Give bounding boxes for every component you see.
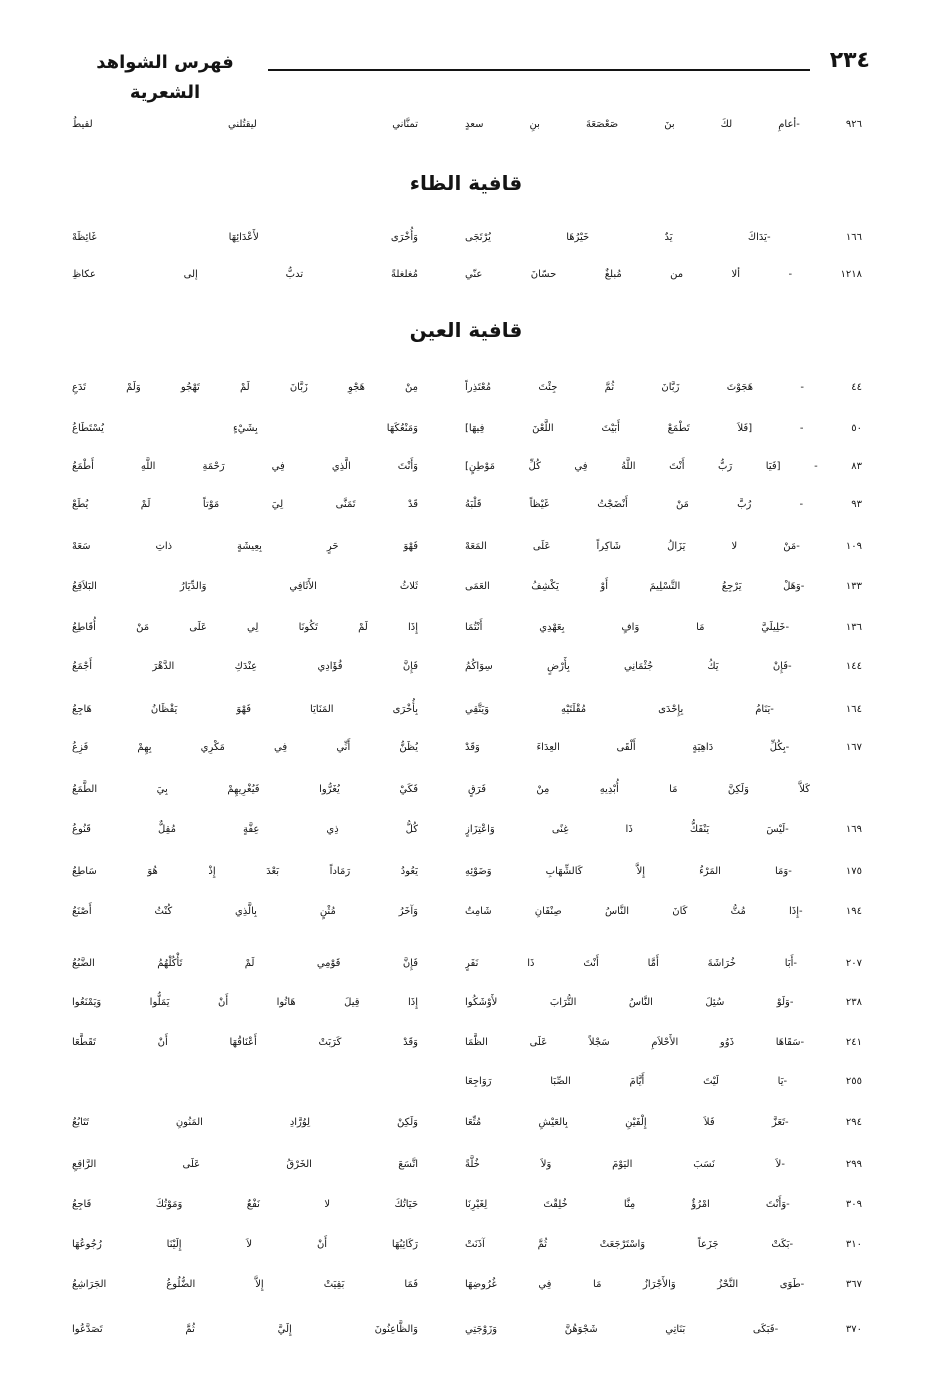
verse-first-hemistich: كَلاَّ وَلَكِنَّ مَا أُبْدِيهِ مِنْ فَرَقٍ [468, 784, 810, 795]
verse-row [0, 610, 932, 646]
verse-first-hemistich: ٤٤ - هَجَوْتَ زَبَّانَ ثُمَّ جِئْتَ مُعْتَذِراً [465, 382, 862, 393]
verse-second-hemistich: وَمَنْعُكَهَا بِشَيْءٍ يُسْتَطَاعُ [72, 423, 418, 434]
verse-second-hemistich: إِذَا لَمْ تَكُونَا لِي عَلَى مَنْ أُقَاطِعُ [72, 622, 418, 633]
verse-row [0, 730, 932, 766]
verse-second-hemistich: وَآخَرُ مُثْنٍ بِالَّذِي كُنْتُ أَصْنَعُ [72, 906, 418, 917]
verse-row [0, 692, 932, 728]
verse-second-hemistich: بِأُخْرَى المَنَايَا فَهْوَ يَقْظَانُ هَاجِعُ [72, 704, 418, 715]
verse-row [0, 985, 932, 1021]
verse-second-hemistich: يُظَنُّ أَنِّي فِي مَكْرِي بِهِمْ فَزِعُ [72, 742, 418, 753]
verse-second-hemistich: فَكَيْ يُغَرُّوا فَيُغْرِيهِمْ بِيَ الطَّمَعُ [72, 784, 418, 795]
verse-first-hemistich: ١٧٥ -وَمَا المَرْءُ إِلاَّ كَالشِّهَابِ وَضَوْئِهِ [465, 866, 862, 877]
verse-first-hemistich: ١٦٤ -يَنَامُ بِإِحْدَى مُقْلَتَيْهِ وَيَتَّقِي [465, 704, 862, 715]
verse-first-hemistich: ٩٣ - رُبَّ مَنْ أَنْضَجْتُ غَيْظاً قَلْبَهُ [465, 499, 862, 510]
verse-first-hemistich: ١٠٩ -مَنْ لا يَزَالُ شَاكِراً عَلَى المَعَهْ [465, 541, 862, 552]
verse-second-hemistich: قَدْ تَمَنَّى لِيَ مَوْتاً لَمْ يُطَعْ [72, 499, 418, 510]
verse-row [0, 894, 932, 930]
verse-second-hemistich: فَإِنَّ فُؤَادِي عِنْدَكِ الدَّهْرَ أَجْمَعُ [72, 661, 418, 672]
verse-second-hemistich: إِذَا قِيلَ هَاتُوا أَنْ يَمَلُّوا وَيَمْنَعُوا [72, 997, 418, 1008]
verse-first-hemistich: ٢٤١ -سَقَاهَا ذَوُو الأَحْلاَمِ سَجْلاً عَلَى الظَّمَا [465, 1037, 862, 1048]
verse-row [0, 370, 932, 406]
verse-first-hemistich: ٣٦٧ -طَوَى النَّحْزُ وَالأَجْرَازُ مَا فِي غُرُوضِهَا [465, 1279, 862, 1290]
verse-first-hemistich: ٥٠ - [فَلاَ تَطْمَعْ أَبَيْتَ اللَّعْنَ فِيهَا] [465, 423, 862, 434]
verse-second-hemistich: فَمَا بَقِيَتْ إِلاَّ الضُّلُوعُ الجَرَاشِعُ [72, 1279, 418, 1290]
verse-row [0, 812, 932, 848]
verse-first-hemistich: ١٦٩ -لَيْسَ يَنْفَكُّ ذَا غِنًى وَاعْتِزَازٍ [465, 824, 862, 835]
verse-row [0, 1312, 932, 1348]
verse-second-hemistich: وَالظَّاعِنُونَ إِلَيَّ ثُمَّ تَصَدَّعُوا [72, 1324, 418, 1335]
running-title: فهرس الشواهد الشعرية [96, 52, 234, 103]
verse-second-hemistich: مِنْ هَجْوِ زَبَّانَ لَمْ تَهْجُو وَلَمْ تَدَعِ [72, 382, 418, 393]
verse-row [0, 449, 932, 485]
verse-first-hemistich: ٢٩٩ -لاَ نَسَبَ اليَوْمَ وَلاَ خُلَّةً [465, 1159, 862, 1170]
section-heading: قافية العين [409, 318, 523, 342]
verse-second-hemistich: وَقَدْ كَرَبَتْ أَعْنَاقُهَا أَنْ تَقَطَّعَا [72, 1037, 418, 1048]
verse-second-hemistich: فَإِنَّ قَوْمِي لَمْ تَأْكُلْهُمُ الضَّبُعُ [72, 958, 418, 969]
verse-first-hemistich: ٩٢٦ -أعامِ لكَ بنَ صَعْصَعَةَ بنِ سعدٍ [465, 119, 862, 130]
verse-second-hemistich: تمنَّاني ليقتُلني لقيطُ [72, 119, 418, 130]
verse-row [0, 411, 932, 447]
verse-row [0, 569, 932, 605]
verse-first-hemistich: ١٢١٨ - ألا من مُبلغٌ حسّانَ عنّي [465, 269, 862, 280]
verse-second-hemistich: مُغلغلةً تدبُّ إلى عكاظِ [72, 269, 418, 280]
verse-first-hemistich: ٢٩٤ -تَعَزَّ فَلاَ إِلْفَيْنِ بِالعَيْشِ مُتِّعَا [465, 1117, 862, 1128]
verse-row [0, 1227, 932, 1263]
verse-second-hemistich: رَكَائِبُهَا أَنْ لاَ إِلَيْنَا رُجُوعُهَا [72, 1239, 418, 1250]
verse-row [0, 772, 932, 808]
verse-row [0, 649, 932, 685]
verse-second-hemistich: وَأَنْتَ الَّذِي فِي رَحْمَةِ اللَّهِ أَطْمَعُ [72, 461, 418, 472]
verse-first-hemistich: ١٣٦ -خَلِيلَيَّ مَا وَافٍ بِعَهْدِي أَنْتُمَا [465, 622, 862, 633]
verse-row [0, 1025, 932, 1061]
verse-first-hemistich: ١٤٤ -فَإِنْ يَكُ جُثْمَانِي بِأَرْضٍ سِوَاكُمُ [465, 661, 862, 672]
verse-row [0, 1147, 932, 1183]
verse-first-hemistich: ٣١٠ -بَكَتْ جَزَعاً وَاسْتَرْجَعَتْ ثُمَّ آذَنَتْ [465, 1239, 862, 1250]
verse-row [0, 487, 932, 523]
verse-second-hemistich: ثَلاثُ الأَثَافِي وَالدِّيَارُ البَلاَقِعُ [72, 581, 418, 592]
verse-row [0, 1105, 932, 1141]
verse-row [0, 1187, 932, 1223]
verse-first-hemistich: ٣٠٩ -وَأَنْتَ امْرُؤٌ مِنَّا خُلِقْتَ لِغَيْرِنَا [465, 1199, 862, 1210]
verse-second-hemistich: وَأُخْرَى لأَعْدَائِهَا غَائِظَهْ [72, 232, 418, 243]
verse-second-hemistich: فَهْوَ حَرٍ بِعِيشَةٍ ذاتِ سَعَهْ [72, 541, 418, 552]
verse-row [0, 257, 932, 293]
verse-row [0, 854, 932, 890]
verse-row [0, 107, 932, 143]
verse-first-hemistich: ٣٧٠ -فَبَكَى بَنَاتِي شَجْوَهُنَّ وَزَوْجَتِي [465, 1324, 862, 1335]
verse-row [0, 220, 932, 256]
verse-first-hemistich: ٢٣٨ -وَلَوْ سُئِلَ النَّاسُ التُّرَابَ لأَوْشَكُوا [465, 997, 862, 1008]
verse-first-hemistich: ١٦٦ -يَدَاكَ يَدٌ خَيْرُهَا يُرْتَجَى [465, 232, 862, 243]
header-rule [268, 69, 810, 71]
verse-second-hemistich: اتَّسَعَ الخَرْقُ عَلَى الرَّاقِعِ [72, 1159, 418, 1170]
section-heading: قافية الظاء [409, 171, 523, 195]
verse-first-hemistich: ١٦٧ -بِكُلِّ دَاهِيَةٍ أَلْقَى العِدَاءَ وَقَدْ [465, 742, 862, 753]
verse-first-hemistich: ٨٣ - [فَيَا رَبُّ أَنْتَ اللَّهُ فِي كُلِّ مَوْطِنٍ] [465, 461, 862, 472]
verse-second-hemistich: حَيَاتُكَ لا نَفْعٌ وَمَوْتُكَ فَاجِعُ [72, 1199, 418, 1210]
verse-second-hemistich: كُلُّ ذِي عِفَّةٍ مُقِلٌّ قَنُوعُ [72, 824, 418, 835]
verse-row [0, 1064, 932, 1100]
verse-first-hemistich: ٢٠٧ -أَبَا خُرَاشَةَ أَمَّا أَنْتَ ذَا نَفَرٍ [465, 958, 862, 969]
verse-row [0, 1267, 932, 1303]
verse-first-hemistich: ٢٥٥ -يَا لَيْتَ أَيَّامَ الصِّبَا رَوَاجِعَا [465, 1076, 862, 1087]
verse-second-hemistich: وَلَكِنْ لِوُرَّادِ المَنُونِ تَتَابُعُ [72, 1117, 418, 1128]
verse-second-hemistich: يَعُودُ رَمَاداً بَعْدَ إِذْ هُوَ سَاطِعُ [72, 866, 418, 877]
page-number: ٢٣٤ [829, 48, 870, 73]
verse-row [0, 529, 932, 565]
verse-row [0, 946, 932, 982]
verse-first-hemistich: ١٩٤ -إِذَا مُتُّ كَانَ النَّاسُ صِنْفَانِ شَامِتٌ [465, 906, 862, 917]
verse-first-hemistich: ١٣٣ -وَهَلْ يَرْجِعُ التَّسْلِيمَ أَوْ يَكْشِفُ العَمَى [465, 581, 862, 592]
